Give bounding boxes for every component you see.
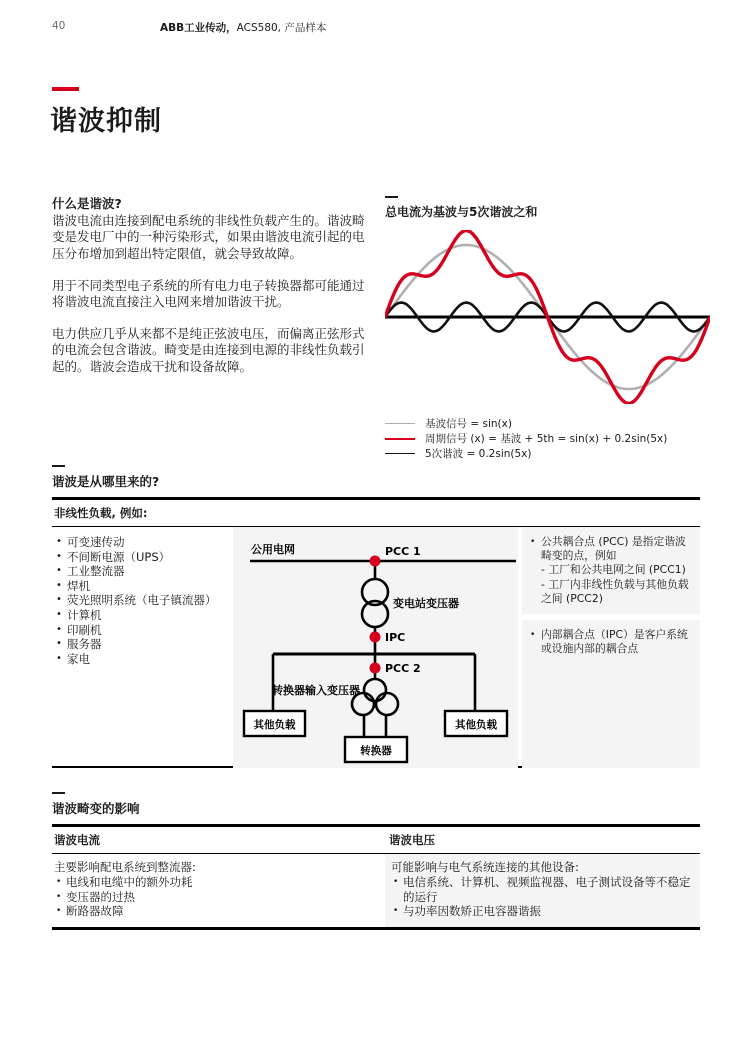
- header-product: ACS580, 产品样本: [236, 22, 327, 34]
- legend-swatch-periodic: [385, 438, 415, 440]
- pcc2-label: PCC 2: [385, 662, 421, 675]
- page-number: 40: [52, 20, 66, 32]
- intro-paragraph-1: 谐波电流由连接到配电系统的非线性负载产生的。谐波畸变是发电厂中的一种污染形式，如果由谐波电流引起的电压分布增加到超出特定限值，就会导致故障。: [52, 213, 365, 261]
- sources-table-body: [52, 527, 700, 768]
- load-item: • 家电: [54, 652, 224, 667]
- pcc1-label: PCC 1: [385, 545, 421, 558]
- sources-section: [52, 465, 700, 768]
- converter-transformer-symbol: [376, 693, 398, 715]
- ipc-note: • 内部耦合点（IPC）是客户系统或设施内部的耦合点: [530, 628, 694, 656]
- figure-dash: [385, 196, 398, 198]
- load-item: • 工业整流器: [54, 564, 224, 579]
- effects-table-header-row: [52, 827, 700, 854]
- converter-transformer-symbol: [364, 679, 386, 701]
- legend-swatch-fundamental: [385, 423, 415, 424]
- load-item: • 焊机: [54, 579, 224, 594]
- section-dash: [52, 792, 65, 794]
- nonlinear-loads-list: [54, 535, 224, 666]
- wave-svg: [385, 230, 710, 404]
- load-item: • 不间断电源（UPS）: [54, 550, 224, 565]
- intro-heading: 什么是谐波?: [52, 196, 122, 211]
- other-load-right-label: 其他负载: [455, 719, 497, 731]
- other-load-left-label: 其他负载: [253, 719, 296, 731]
- voltage-item: • 与功率因数矫正电容器谐振: [391, 904, 692, 919]
- effects-table-body: [52, 854, 700, 930]
- current-item: • 变压器的过热: [54, 890, 377, 905]
- current-item: • 断路器故障: [54, 904, 377, 919]
- pcc1-dot: [370, 556, 381, 567]
- effects-col-header-current: 谐波电流: [54, 833, 100, 847]
- pcc-note-cell: [522, 527, 700, 614]
- intro-paragraph-3: 电力供应几乎从来都不是纯正弦波电压，而偏离正弦形式的电流会包含谐波。畸变是由连接到电源的非线性负载引起的。谐波会造成干扰和设备故障。: [52, 326, 365, 374]
- legend-label: 周期信号 (x) = 基波 + 5th = sin(x) + 0.2sin(5x): [425, 433, 668, 445]
- load-item: • 荧光照明系统（电子镇流器）: [54, 593, 224, 608]
- harmonic-current-cell: [52, 854, 385, 927]
- header-brand: ABB工业传动，: [160, 22, 237, 34]
- sources-heading: 谐波是从哪里来的?: [52, 474, 160, 489]
- pcc2-dot: [370, 663, 381, 674]
- legend-label: 5次谐波 = 0.2sin(5x): [425, 448, 532, 460]
- ipc-label: IPC: [385, 631, 406, 644]
- diagram-cell: [233, 527, 518, 768]
- coupling-notes-column: [522, 527, 700, 768]
- voltage-item: • 电信系统、计算机、视频监视器、电子测试设备等不稳定的运行: [391, 875, 692, 905]
- effects-section: [52, 792, 700, 930]
- voltage-intro: 可能影响与电气系统连接的其他设备:: [391, 860, 579, 874]
- pcc-note: • 公共耦合点 (PCC) 是指定谐波畸变的点，例如: [530, 535, 694, 563]
- current-intro: 主要影响配电系统到整流器:: [54, 860, 196, 874]
- harmonic-voltage-cell: [385, 854, 700, 927]
- wave-chart: [385, 230, 710, 408]
- running-header: [160, 20, 326, 35]
- legend-item: [385, 431, 710, 446]
- pcc-note-sub1: - 工厂和公共电网之间 (PCC1): [541, 563, 686, 577]
- figure-title: 总电流为基波与5次谐波之和: [385, 205, 538, 219]
- harmonics-figure: [385, 196, 710, 461]
- voltage-items: [391, 875, 692, 919]
- legend-label: 基波信号 = sin(x): [425, 418, 512, 430]
- ipc-note-cell: [522, 620, 700, 768]
- title-accent-dash: [52, 87, 79, 91]
- effects-table: [52, 824, 700, 930]
- current-item: • 电线和电缆中的额外功耗: [54, 875, 377, 890]
- pcc-note-sub2: - 工厂内非线性负载与其他负载之间 (PCC2): [541, 577, 689, 605]
- effects-heading: 谐波畸变的影响: [52, 801, 140, 816]
- ipc-dot: [370, 632, 381, 643]
- pcc-diagram: [233, 527, 518, 768]
- load-item: • 计算机: [54, 608, 224, 623]
- legend-item: [385, 416, 710, 431]
- grid-label: 公用电网: [251, 543, 295, 556]
- sources-table: [52, 497, 700, 768]
- current-items: [54, 875, 377, 919]
- converter-label: 转换器: [360, 745, 392, 757]
- sources-table-header: 非线性负载, 例如:: [52, 500, 700, 527]
- intro-paragraph-2: 用于不同类型电子系统的所有电力电子转换器都可能通过将谐波电流直接注入电网来增加谐波干扰。: [52, 277, 365, 310]
- substation-transformer-label: 变电站变压器: [393, 597, 459, 610]
- section-dash: [52, 465, 65, 467]
- legend-item: [385, 446, 710, 461]
- load-item: • 服务器: [54, 637, 224, 652]
- load-item: • 印刷机: [54, 623, 224, 638]
- chart-legend: [385, 416, 710, 461]
- effects-col-header-voltage: 谐波电压: [389, 833, 435, 847]
- page-title: 谐波抑制: [50, 106, 162, 137]
- legend-swatch-harmonic: [385, 453, 415, 454]
- converter-transformer-label: 转换器输入变压器: [272, 684, 360, 697]
- load-item: • 可变速传动: [54, 535, 224, 550]
- intro-column: [52, 196, 376, 391]
